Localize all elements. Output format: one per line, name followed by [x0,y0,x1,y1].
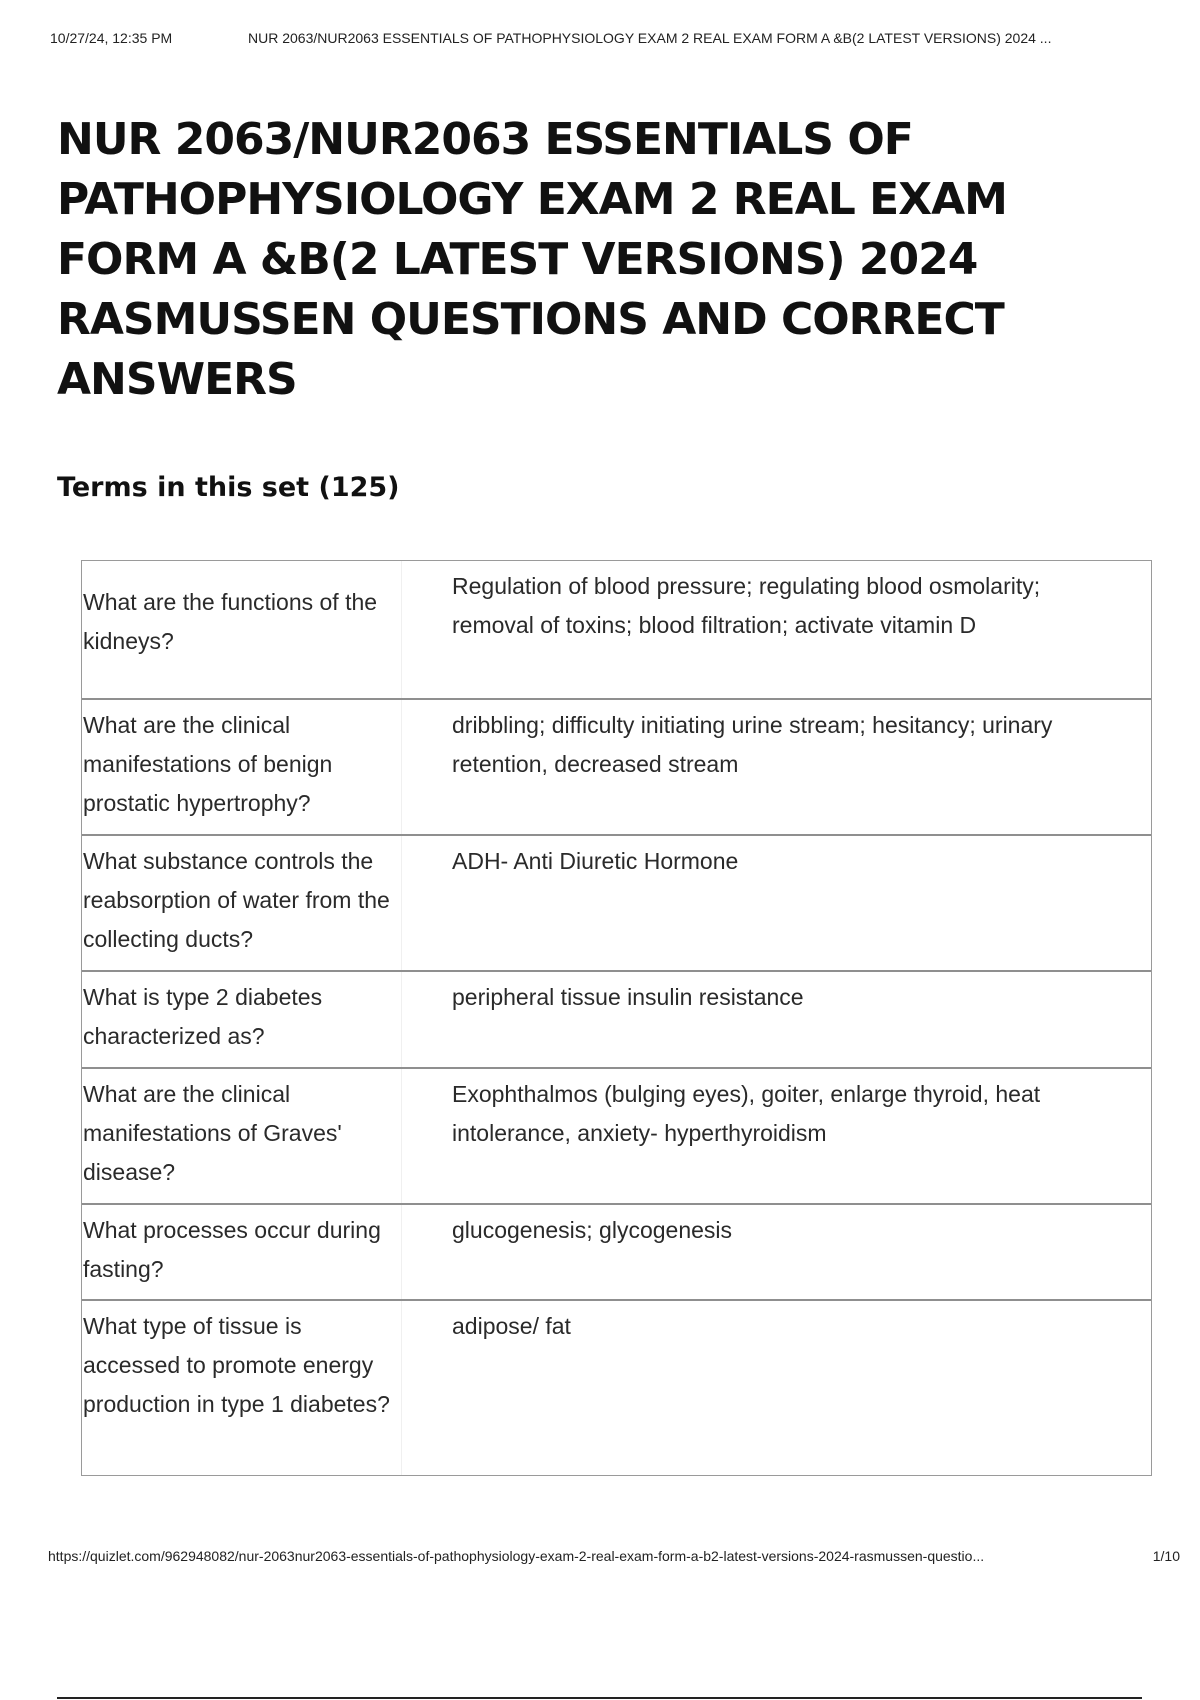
definition-cell: Regulation of blood pressure; regulating blood osmolarity; removal of toxins; blood filtration; activate vitamin D [452,573,1041,638]
table-row [82,561,1151,698]
table-row [82,1203,1151,1299]
terms-heading: Terms in this set (125) [57,472,400,503]
table-row [82,698,1151,834]
bottom-divider [57,1697,1142,1699]
definition-cell: dribbling; difficulty initiating urine stream; hesitancy; urinary retention, decreased stream [452,712,1053,777]
definition-cell: Exophthalmos (bulging eyes), goiter, enlarge thyroid, heat intolerance, anxiety- hyperthyroidism [452,1081,1041,1146]
page-number: 1/10 [1152,1548,1180,1564]
definition-cell: glucogenesis; glycogenesis [452,1217,733,1243]
term-cell: What processes occur during fasting? [82,1205,402,1299]
term-cell: What are the clinical manifestations of Graves' disease? [82,1069,402,1203]
print-footer [48,1548,1180,1568]
page-url: https://quizlet.com/962948082/nur-2063nur2063-essentials-of-pathophysiology-exam-2-real-exam-form-a-b2-latest-versions-2024-rasmussen-questio... [48,1548,985,1564]
definition-cell: ADH- Anti Diuretic Hormone [452,848,739,874]
definition-cell: peripheral tissue insulin resistance [452,984,804,1010]
table-row [82,970,1151,1067]
print-header [50,30,1178,50]
table-row [82,834,1151,970]
term-cell: What are the functions of the kidneys? [82,561,402,698]
print-date: 10/27/24, 12:35 PM [50,30,173,46]
definition-cell: adipose/ fat [452,1313,571,1339]
table-row [82,1299,1151,1475]
term-cell: What type of tissue is accessed to promote energy production in type 1 diabetes? [82,1301,402,1475]
term-cell: What is type 2 diabetes characterized as? [82,972,402,1067]
print-doc-title: NUR 2063/NUR2063 ESSENTIALS OF PATHOPHYSIOLOGY EXAM 2 REAL EXAM FORM A &B(2 LATEST VERSIONS) 2024 ... [248,30,1052,46]
page-title: NUR 2063/NUR2063 ESSENTIALS OF PATHOPHYSIOLOGY EXAM 2 REAL EXAM FORM A &B(2 LATEST VERSIONS) 2024 RASMUSSEN QUESTIONS AND CORRECT ANSWERS [57,114,1007,405]
term-cell: What are the clinical manifestations of benign prostatic hypertrophy? [82,700,402,834]
terms-table [81,560,1152,1476]
table-row [82,1067,1151,1203]
term-cell: What substance controls the reabsorption of water from the collecting ducts? [82,836,402,970]
